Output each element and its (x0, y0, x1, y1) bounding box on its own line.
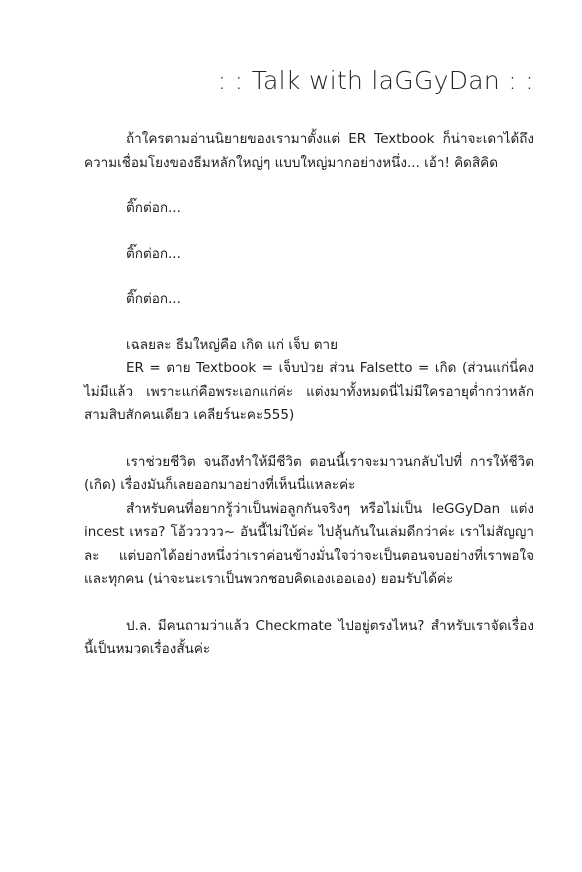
article-body (84, 128, 534, 662)
paragraph-incest: สำหรับคนที่อยากรู้ว่าเป็นพ่อลูกกันจริงๆ หรือไม่เป็น leGGyDan แต่ง incest เหรอ? โอ้ววววว~ อันนี้ไม่ใบ้ค่ะ ไปลุ้นกันในเล่มดีกว่าค่ะ เราไม่สัญญาละ แต่บอกได้อย่างหนึ่งว่าเราค่อนข้างมั่นใจว่าจะเป็นตอนจบอย่างที่เราพอใจ และทุกคน (น่าจะนะเราเป็นพวกชอบคิดเองเออเอง) ยอมรับได้ค่ะ (84, 500, 534, 587)
paragraph-intro: ถ้าใครตามอ่านนิยายของเรามาตั้งแต่ ER Textbook ก็น่าจะเดาได้ถึงความเชื่อมโยงของธีมหลักใหญ่ๆ แบบใหญ่มากอย่างหนึ่ง... เอ้า! คิดสิคิด (84, 131, 534, 171)
paragraph-themes: ER = ตาย Textbook = เจ็บป่วย ส่วน Falsetto = เกิด (ส่วนแก่นี่คงไม่มีแล้ว เพราะแก่คือพระเอกแก่ค่ะ แต่งมาทั้งหมดนี่ไม่มีใครอายุต่ำกว่าหลักสามสิบสักคนเดียว เคลียร์นะคะ555) (84, 360, 534, 423)
paragraph-answer: เฉลยละ ธีมใหญ่คือ เกิด แก่ เจ็บ ตาย (126, 336, 339, 353)
paragraph-life: เราช่วยชีวิต จนถึงทำให้มีชีวิต ตอนนี้เราจะมาวนกลับไปที่ การให้ชีวิต (เกิด) เรื่องมันก็เลยออกมาอย่างที่เห็นนี่แหละค่ะ (84, 453, 534, 493)
paragraph-ps: ป.ล. มีคนถามว่าแล้ว Checkmate ไปอยู่ตรงไหน? สำหรับเราจัดเรื่องนี้เป็นหมวดเรื่องสั้นค่ะ (84, 617, 534, 657)
paragraph-tick-3: ติ๊กต่อก... (126, 291, 181, 307)
page-title: : : Talk with laGGyDan : : (217, 66, 534, 95)
paragraph-tick-2: ติ๊กต่อก... (126, 245, 181, 262)
paragraph-tick-1: ติ๊กต่อก... (126, 200, 181, 216)
